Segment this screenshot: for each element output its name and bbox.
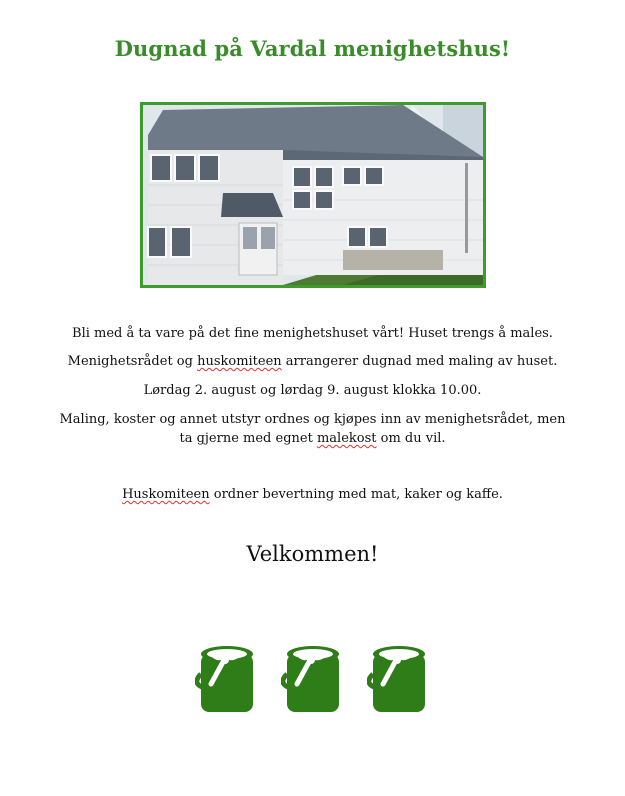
text-segment: om du vil. — [376, 431, 446, 446]
paragraph-equipment — [55, 410, 570, 448]
paint-bucket-icon — [195, 640, 259, 714]
text-segment: Maling, koster og annet utstyr ordnes og kjøpes inn av menighetsrådet, men ta gjerne med egnet — [59, 412, 566, 446]
text-segment: arrangerer dugnad med maling av huset. — [281, 354, 558, 369]
paint-bucket-icon — [367, 640, 431, 714]
paragraph-refreshments — [55, 485, 570, 504]
house-illustration — [143, 105, 483, 285]
text-segment: ordner bevertning med mat, kaker og kaffe. — [209, 487, 503, 502]
paint-buckets — [195, 640, 435, 716]
welcome-heading: Velkommen! — [246, 542, 379, 566]
paragraph-organizers — [55, 352, 570, 371]
text-segment: Menighetsrådet og — [67, 354, 198, 369]
spelling-flagged-word: malekost — [316, 431, 377, 446]
paragraph-dates: Lørdag 2. august og lørdag 9. august klokka 10.00. — [143, 383, 482, 398]
house-photo — [140, 102, 486, 288]
spelling-flagged-word: huskomiteen — [197, 354, 282, 369]
paint-bucket-icon — [281, 640, 345, 714]
spelling-flagged-word: Huskomiteen — [122, 487, 210, 502]
page-title: Dugnad på Vardal menighetshus! — [114, 36, 511, 61]
paragraph-intro: Bli med å ta vare på det fine menighetshuset vårt! Huset trengs å males. — [72, 326, 553, 341]
